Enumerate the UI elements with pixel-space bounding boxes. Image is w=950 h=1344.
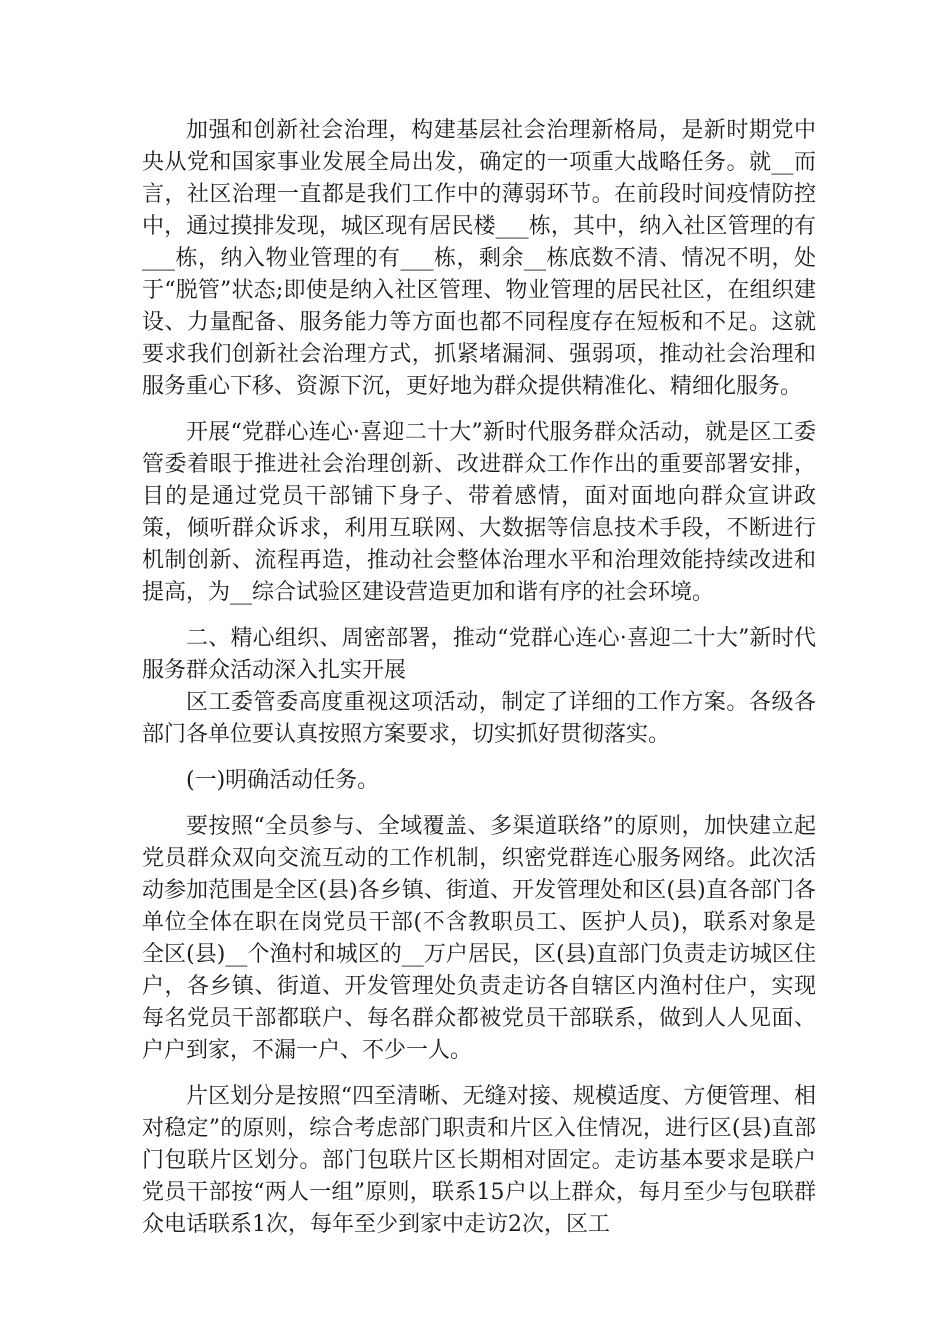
paragraph-implementation: 区工委管委高度重视这项活动，制定了详细的工作方案。各级各部门各单位要认真按照方案要求，切实抓好贯彻落实。: [142, 690, 816, 747]
paragraph-task-scope: 要按照“全员参与、全域覆盖、多渠道联络”的原则，加快建立起党员群众双向交流互动的工作机制，织密党群连心服务网络。此次活动参加范围是全区(县)各乡镇、街道、开发管理处和区(县)直各部门各单位全体在职在岗党员干部(不含教职员工、医护人员)，联系对象是全区(县)__个渔村和城区的__万户居民，区(县)直部门负责走访城区住户，各乡镇、街道、开发管理处负责走访各自辖区内渔村住户，实现每名党员干部都联户、每名群众都被党员干部联系，做到人人见面、户户到家，不漏一户、不少一人。: [142, 814, 816, 1063]
subsection-heading-one: (一)明确活动任务。: [186, 768, 380, 793]
paragraph-area-division: 片区划分是按照“四至清晰、无缝对接、规模适度、方便管理、相对稳定”的原则，综合考虑部门职责和片区入住情况，进行区(县)直部门包联片区划分。部门包联片区长期相对固定。走访基本要求是联户党员干部按“两人一组”原则，联系15户以上群众，每月至少与包联群众电话联系1次，每年至少到家中走访2次，区工: [142, 1084, 816, 1237]
section-heading-two: 二、精心组织、周密部署，推动“党群心连心·喜迎二十大”新时代服务群众活动深入扎实开展: [142, 626, 816, 683]
paragraph-intro: 加强和创新社会治理，构建基层社会治理新格局，是新时期党中央从党和国家事业发展全局出发，确定的一项重大战略任务。就__而言，社区治理一直都是我们工作中的薄弱环节。在前段时间疫情防控中，通过摸排发现，城区现有居民楼___栋，其中，纳入社区管理的有___栋，纳入物业管理的有___栋，剩余__栋底数不清、情况不明，处于“脱管”状态;即使是纳入社区管理、物业管理的居民社区，在组织建设、力量配备、服务能力等方面也都不同程度存在短板和不足。这就要求我们创新社会治理方式，抓紧堵漏洞、强弱项，推动社会治理和服务重心下移、资源下沉，更好地为群众提供精准化、精细化服务。: [142, 118, 816, 399]
paragraph-activity-purpose: 开展“党群心连心·喜迎二十大”新时代服务群众活动，就是区工委管委着眼于推进社会治理创新、改进群众工作作出的重要部署安排，目的是通过党员干部铺下身子、带着感情，面对面地向群众宣讲政策，倾听群众诉求，利用互联网、大数据等信息技术手段，不断进行机制创新、流程再造，推动社会整体治理水平和治理效能持续改进和提高，为__综合试验区建设营造更加和谐有序的社会环境。: [142, 420, 816, 605]
document-page: [142, 115, 816, 1255]
